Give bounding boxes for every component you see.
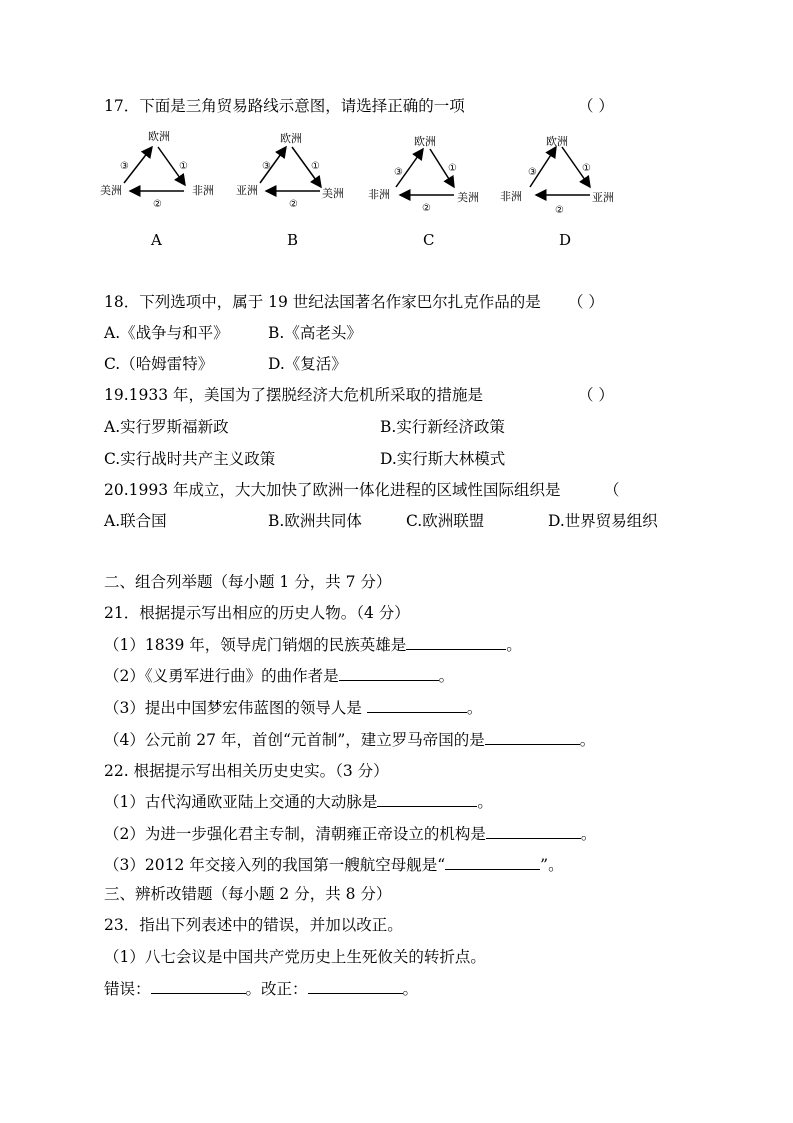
q20-stem: 20.1993 年成立，大大加快了欧洲一体化进程的区域性国际组织是 [104,481,561,499]
svg-text:①: ① [311,161,320,172]
q23-sub-1: （1）八七会议是中国共产党历史上生死攸关的转折点。 [104,948,486,966]
diagram-a-label: A [151,231,162,249]
q21-stem: 21．根据提示写出相应的历史人物。（4 分） [104,604,410,622]
diagram-b [236,125,346,221]
q22-sub-1: （1）古代沟通欧亚陆上交通的大动脉是 。 [104,793,493,811]
q18-option-b: B.《高老头》 [268,324,362,342]
answer-blank[interactable] [486,824,581,839]
svg-text:③: ③ [262,161,271,172]
q22-stem: 22. 根据提示写出相关历史史实。（3 分） [104,762,389,780]
diagram-d-left: 非洲 [500,190,522,203]
answer-blank[interactable] [367,698,467,713]
section-2-heading: 二、组合列举题（每小题 1 分，共 7 分） [104,573,392,591]
q20-option-d: D.世界贸易组织 [548,512,658,530]
diagram-a-left: 美洲 [100,184,122,197]
answer-blank[interactable] [339,666,439,681]
q19-answer-paren: （ ） [578,386,614,404]
q21-sub-3: （3）提出中国梦宏伟蓝图的领导人是 。 [104,699,483,717]
section-3-heading: 三、辨析改错题（每小题 2 分，共 8 分） [104,885,392,903]
q20-answer-paren: （ [604,481,620,499]
q18-option-a: A.《战争与和平》 [104,324,229,342]
diagram-d [500,125,620,221]
q18-stem: 18．下列选项中，属于 19 世纪法国著名作家巴尔扎克作品的是 [104,293,541,311]
diagram-b-right: 美洲 [322,187,344,200]
svg-text:②: ② [555,205,564,216]
q18-option-c: C.（哈姆雷特》 [104,355,214,373]
q17-answer-paren: （ ） [578,97,614,115]
diagram-d-top: 欧洲 [546,135,568,148]
q22-sub-2: （2）为进一步强化君主专制，清朝雍正帝设立的机构是 。 [104,825,597,843]
diagram-c [368,125,478,221]
answer-blank[interactable] [445,855,540,870]
q19-option-a: A.实行罗斯福新政 [104,418,229,436]
fix-blank[interactable] [308,979,403,994]
q20-option-c: C.欧洲联盟 [406,512,485,530]
diagram-a [100,125,214,221]
diagram-c-label: C [423,231,435,249]
diagram-b-left: 亚洲 [236,184,258,197]
svg-text:③: ③ [528,167,537,178]
q19-option-c: C.实行战时共产主义政策 [104,450,276,468]
q23-error-fix-line: 错误： 。改正： 。 [104,980,419,998]
svg-text:③: ③ [120,161,129,172]
q21-sub-4: （4）公元前 27 年，首创“元首制”，建立罗马帝国的是 。 [104,731,596,749]
q18-option-d: D.《复活》 [268,355,347,373]
svg-text:③: ③ [394,167,403,178]
svg-text:②: ② [289,199,298,210]
diagram-b-label: B [287,231,299,249]
answer-blank[interactable] [485,730,580,745]
diagram-d-label: D [559,231,572,249]
diagram-a-top: 欧洲 [148,130,170,143]
diagram-b-top: 欧洲 [280,132,302,145]
svg-text:②: ② [422,203,431,214]
q22-sub-3: （3）2012 年交接入列的我国第一艘航空母舰是“ ”。 [104,856,564,874]
q20-option-b: B.欧洲共同体 [268,512,362,530]
diagram-a-right: 非洲 [192,184,214,197]
diagram-d-right: 亚洲 [592,191,614,204]
q18-answer-paren: （ ） [568,293,604,311]
q20-option-a: A.联合国 [104,512,167,530]
diagram-c-top: 欧洲 [414,135,436,148]
q21-sub-1: （1）1839 年，领导虎门销烟的民族英雄是 。 [104,636,522,654]
q23-stem: 23．指出下列表述中的错误，并加以改正。 [104,916,403,934]
q17-stem: 17．下面是三角贸易路线示意图，请选择正确的一项 [104,97,465,115]
q19-stem: 19.1933 年，美国为了摆脱经济大危机所采取的措施是 [104,386,484,404]
diagram-c-left: 非洲 [368,188,390,201]
diagram-c-right: 美洲 [457,191,479,204]
error-blank[interactable] [151,979,246,994]
svg-text:①: ① [582,163,591,174]
svg-text:②: ② [153,199,162,210]
answer-blank[interactable] [377,792,477,807]
q19-option-d: D.实行斯大林模式 [380,450,506,468]
svg-text:①: ① [448,163,457,174]
q19-option-b: B.实行新经济政策 [380,418,505,436]
answer-blank[interactable] [406,635,506,650]
q21-sub-2: （2）《义勇军进行曲》的曲作者是 。 [104,667,455,685]
svg-text:①: ① [179,161,188,172]
